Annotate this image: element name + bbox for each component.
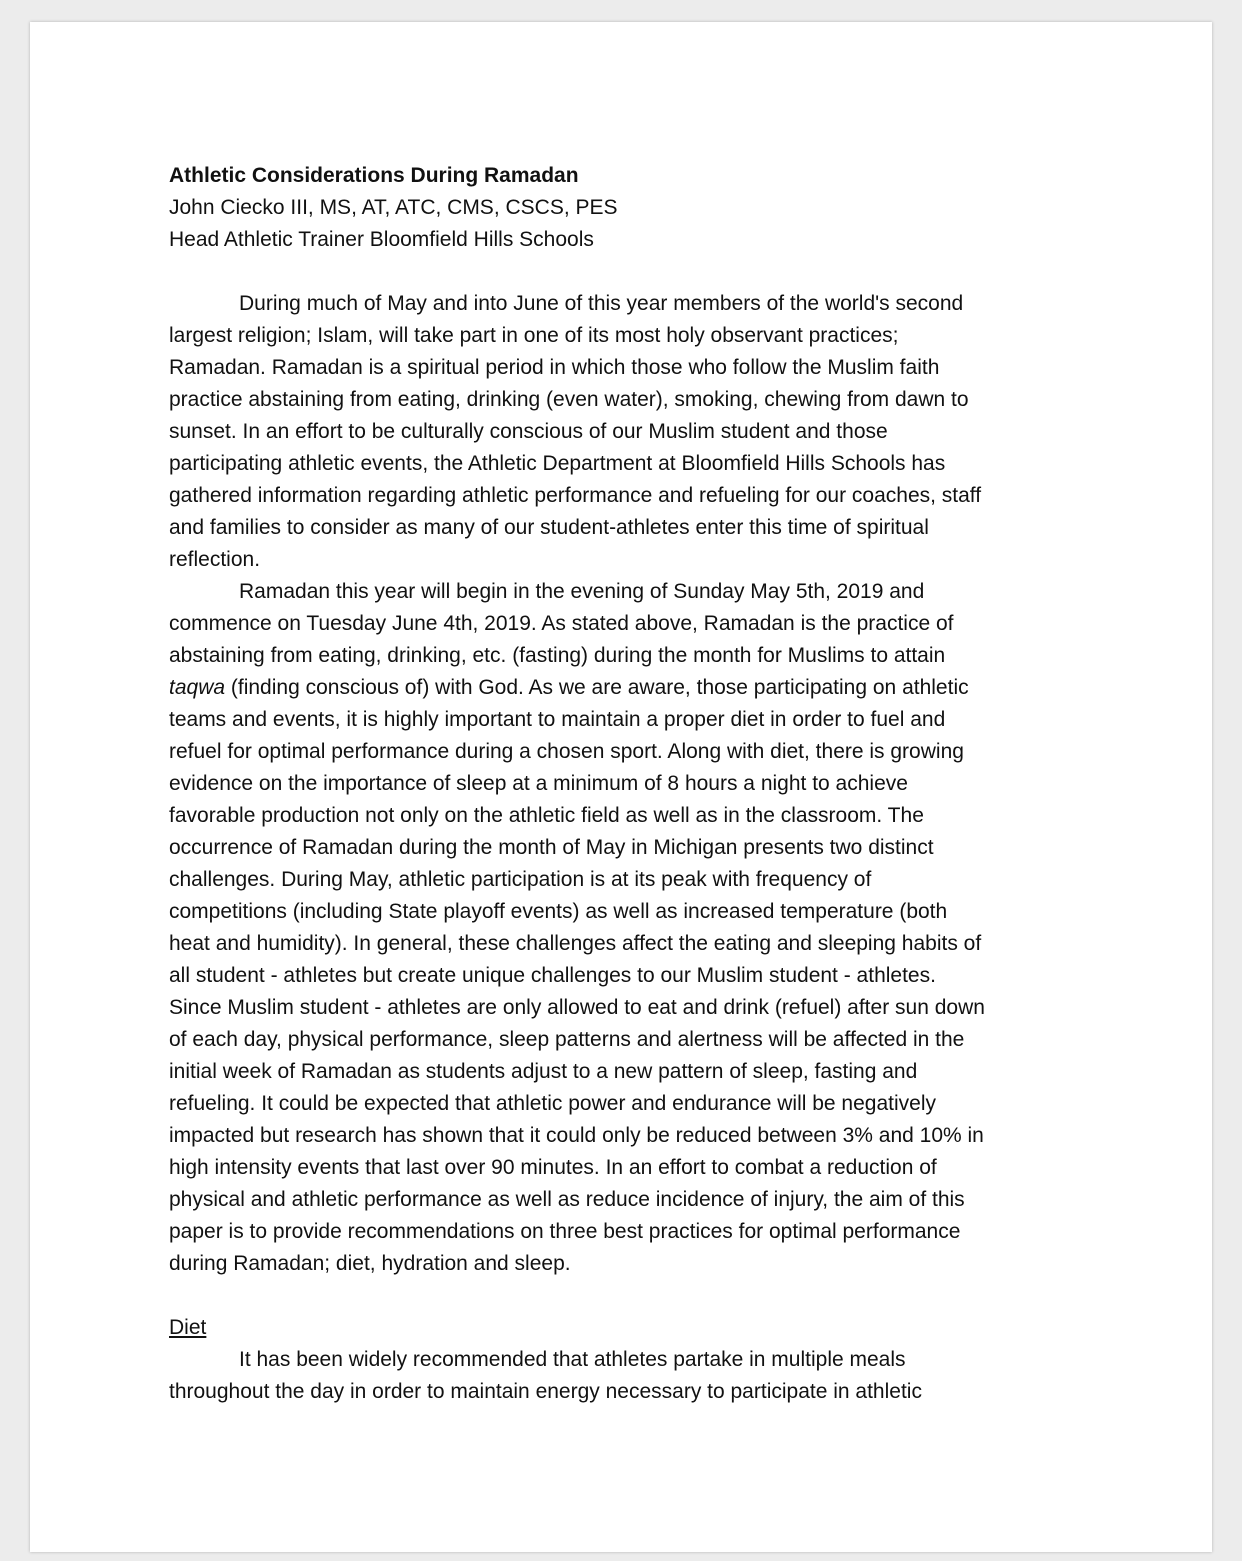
text-line: competitions (including State playoff events) as well as increased temperature (both (169, 900, 948, 923)
text-line: evidence on the importance of sleep at a minimum of 8 hours a night to achieve (169, 772, 908, 795)
text-line: throughout the day in order to maintain energy necessary to participate in athletic (169, 1380, 922, 1403)
text-line: challenges. During May, athletic participation is at its peak with frequency of (169, 868, 872, 891)
paragraph-diet (169, 1344, 1089, 1408)
paragraph-intro (169, 288, 1089, 576)
text-line: Ramadan. Ramadan is a spiritual period in which those who follow the Muslim faith (169, 356, 940, 379)
text-line: initial week of Ramadan as students adjust to a new pattern of sleep, fasting and (169, 1060, 918, 1083)
text-line: during Ramadan; diet, hydration and sleep. (169, 1252, 571, 1275)
blank-line (169, 1280, 1089, 1312)
text-line: It has been widely recommended that athletes partake in multiple meals (239, 1348, 906, 1371)
text-line: physical and athletic performance as well as reduce incidence of injury, the aim of this (169, 1188, 965, 1211)
blank-line (169, 256, 1089, 288)
section-heading-diet: Diet (169, 1316, 207, 1339)
affiliation-line: Head Athletic Trainer Bloomfield Hills Schools (169, 228, 594, 251)
author-line: John Ciecko III, MS, AT, ATC, CMS, CSCS, PES (169, 196, 618, 219)
document-title: Athletic Considerations During Ramadan (169, 164, 579, 187)
text-line: reflection. (169, 548, 261, 571)
text-line: all student - athletes but create unique challenges to our Muslim student - athletes. (169, 964, 936, 987)
text-line: refueling. It could be expected that athletic power and endurance will be negatively (169, 1092, 936, 1115)
italic-term-taqwa: taqwa (169, 676, 226, 699)
text-line-rest: (finding conscious of) with God. As we are aware, those participating on athletic (225, 676, 969, 699)
document-page (30, 22, 1212, 1552)
paragraph-ramadan-dates (169, 576, 1089, 1280)
text-line: favorable production not only on the athletic field as well as in the classroom. The (169, 804, 924, 827)
text-line: largest religion; Islam, will take part in one of its most holy observant practices; (169, 324, 899, 347)
text-line: heat and humidity). In general, these challenges affect the eating and sleeping habits of (169, 932, 982, 955)
text-line: paper is to provide recommendations on three best practices for optimal performance (169, 1220, 961, 1243)
text-line: Since Muslim student - athletes are only allowed to eat and drink (refuel) after sun down (169, 996, 985, 1019)
text-line: abstaining from eating, drinking, etc. (fasting) during the month for Muslims to attain (169, 644, 946, 667)
text-line: commence on Tuesday June 4th, 2019. As stated above, Ramadan is the practice of (169, 612, 954, 635)
text-line: refuel for optimal performance during a chosen sport. Along with diet, there is growing (169, 740, 964, 763)
text-line: During much of May and into June of this year members of the world's second (239, 292, 964, 315)
text-line: Ramadan this year will begin in the evening of Sunday May 5th, 2019 and (239, 580, 925, 603)
text-line: high intensity events that last over 90 minutes. In an effort to combat a reduction of (169, 1156, 937, 1179)
text-line: participating athletic events, the Athletic Department at Bloomfield Hills Schools has (169, 452, 946, 475)
text-line: of each day, physical performance, sleep patterns and alertness will be affected in the (169, 1028, 965, 1051)
document-body (169, 160, 1089, 1408)
text-line: practice abstaining from eating, drinking (even water), smoking, chewing from dawn to (169, 388, 969, 411)
text-line (169, 672, 1089, 704)
text-line: impacted but research has shown that it could only be reduced between 3% and 10% in (169, 1124, 984, 1147)
text-line: sunset. In an effort to be culturally conscious of our Muslim student and those (169, 420, 888, 443)
text-line: gathered information regarding athletic performance and refueling for our coaches, staff (169, 484, 982, 507)
text-line: and families to consider as many of our student-athletes enter this time of spiritual (169, 516, 929, 539)
text-line: occurrence of Ramadan during the month of May in Michigan presents two distinct (169, 836, 934, 859)
text-line: teams and events, it is highly important to maintain a proper diet in order to fuel and (169, 708, 946, 731)
